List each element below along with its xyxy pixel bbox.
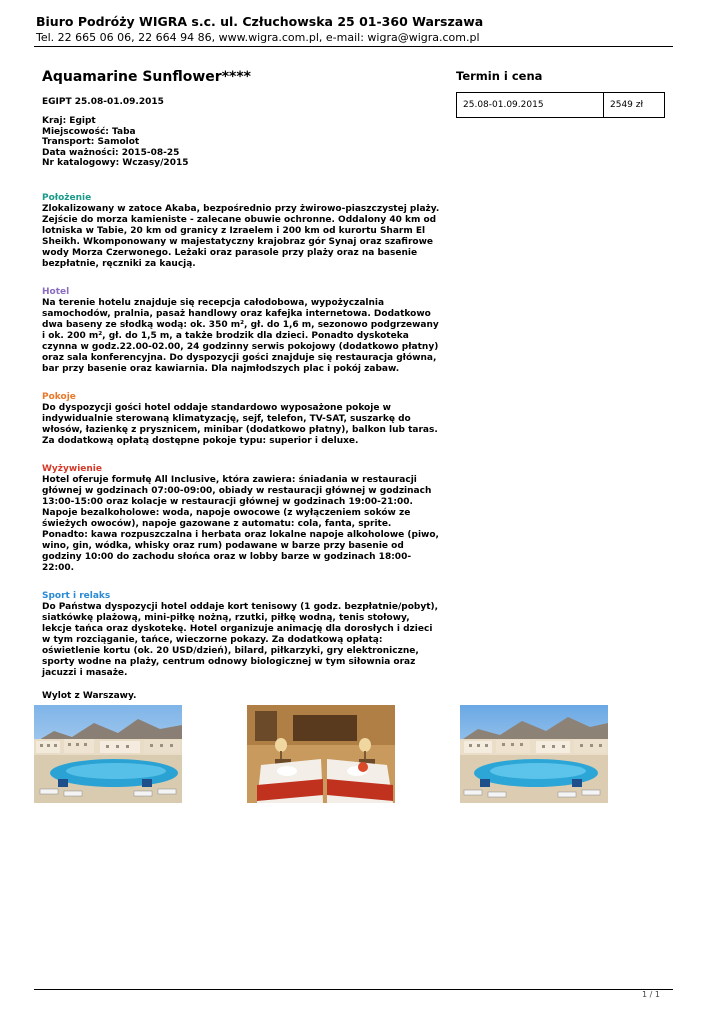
section-sport: [42, 591, 440, 679]
price-value: 2549 zł: [604, 93, 665, 118]
price-table: [456, 92, 665, 118]
section-body: Do Państwa dyspozycji hotel oddaje kort tenisowy (1 godz. bezpłatnie/pobyt), siatkówkę plażową, mini-piłkę nożną, rzutki, piłkę wodną, tenis stołowy, lekcje tańca oraz dyskotekę. Hotel organizuje animację dla dorosłych i dzieci w tym rozciąganie, tańce, wieczorne pokazy. Za dodatkową opłatą: oświetlenie kortu (ok. 20 USD/dzień), bilard, piłkarzyki, gry elektroniczne, sporty wodne na plaży, centrum odnowy biologicznej w tym siłownia oraz jacuzzi i masaże.: [42, 601, 439, 678]
section-board: [42, 464, 440, 574]
price-date: 25.08-01.09.2015: [457, 93, 604, 118]
section-hotel: [42, 287, 440, 375]
detail-location: Miejscowość: Taba: [42, 126, 136, 137]
detail-valid-date: Data ważności: 2015-08-25: [42, 147, 180, 158]
page-number: 1 / 1: [642, 990, 660, 999]
offer-content: [42, 68, 440, 702]
section-body: Zlokalizowany w zatoce Akaba, bezpośrednio przy żwirowo-piaszczystej plaży. Zejście do morza kamieniste - zalecane obuwie ochronne. Oddalony 40 km od lotniska w Tabie, 20 km od granicy z Izraelem i 200 km od kurortu Sharm El Sheikh. Wkomponowany w majestatyczny krajobraz gór Synaj oraz szafirowe wody Morza Czerwonego. Leżaki oraz parasole przy plaży oraz na basenie bezpłatnie, ręczniki za kaucją.: [42, 203, 440, 269]
section-title: Wyżywienie: [42, 463, 102, 474]
section-body: Na terenie hotelu znajduje się recepcja całodobowa, wypożyczalnia samochodów, pralnia, pasaż handlowy oraz kafejka internetowa. Dodatkowo dwa baseny ze słodką wodą: ok. 350 m², gł. do 1,6 m, sezonowo podgrzewany i ok. 200 m², gł. do 1,5 m, a także brodzik dla dzieci. Ponadto dyskoteka czynna w godz.22.00-02.00, 24 godzinny serwis pokojowy (dodatkowo płatny) oraz sala konferencyjna. Do dyspozycji gości znajduje się restauracja główna, bar przy basenie oraz kawiarnia. Dla najmłodszych plac i pokój zabaw.: [42, 297, 439, 374]
section-title: Położenie: [42, 192, 92, 203]
photo-pool-2: [460, 705, 608, 803]
contact-line: Tel. 22 665 06 06, 22 664 94 86, www.wigra.com.pl, e-mail: wigra@wigra.com.pl: [36, 31, 480, 44]
detail-country: Kraj: Egipt: [42, 116, 96, 126]
offer-title: Aquamarine Sunflower****: [42, 69, 251, 85]
offer-code: EGIPT 25.08-01.09.2015: [42, 97, 164, 107]
section-title: Hotel: [42, 286, 70, 297]
header-divider: [34, 46, 673, 47]
photo-pool-1: [34, 705, 182, 803]
section-title: Sport i relaks: [42, 590, 111, 601]
pool-icon: [460, 705, 608, 803]
section-rooms: [42, 392, 440, 447]
detail-catalog-number: Nr katalogowy: Wczasy/2015: [42, 158, 189, 168]
section-location: [42, 193, 440, 270]
company-line: Biuro Podróży WIGRA s.c. ul. Człuchowska 25 01-360 Warszawa: [36, 14, 484, 29]
section-title: Pokoje: [42, 391, 76, 402]
hotel-room-icon: [247, 705, 395, 803]
section-body: Do dyspozycji gości hotel oddaje standardowo wyposażone pokoje w indywidualnie sterowaną klimatyzację, sejf, telefon, TV-SAT, suszarkę do włosów, łazienkę z prysznicem, minibar (dodatkowo płatny), balkon lub taras. Za dodatkową opłatą dostępne pokoje typu: superior i deluxe.: [42, 402, 438, 446]
page-header: [36, 14, 676, 45]
offer-details: [42, 116, 440, 169]
pricing-panel: [456, 68, 668, 118]
table-row: [457, 93, 665, 118]
departure-note: Wylot z Warszawy.: [42, 690, 137, 701]
section-body: Hotel oferuje formułę All Inclusive, która zawiera: śniadania w restauracji głównej w godzinach 07:00-09:00, obiady w restauracji głównej w godzinach 13:00-15:00 oraz kolacje w restauracji głównej w godzinach 19:00-21:00. Napoje bezalkoholowe: woda, napoje owocowe (z wyłączeniem soków ze świeżych owoców), napoje gazowane z automatu: cola, fanta, sprite. Ponadto: kawa rozpuszczalna i herbata oraz lokalne napoje alkoholowe (piwo, wino, gin, wódka, whisky oraz rum) podawane w barze przy basenie od godziny 10:00 do zachodu słońca oraz w lobby barze w godzinach 18:00-22:00.: [42, 474, 439, 573]
detail-transport: Transport: Samolot: [42, 137, 140, 147]
pricing-title: Termin i cena: [456, 69, 543, 83]
photo-room: [247, 705, 395, 803]
pool-icon: [34, 705, 182, 803]
